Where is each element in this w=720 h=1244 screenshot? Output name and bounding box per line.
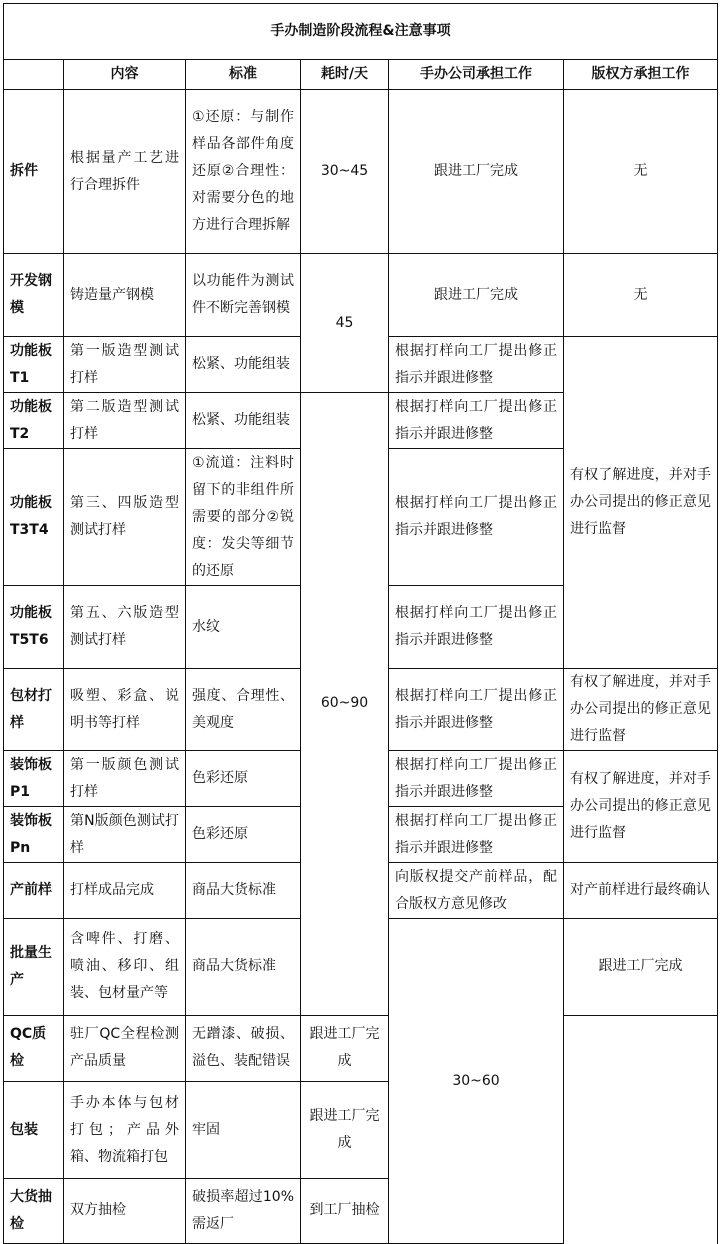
header-stage: [4, 60, 64, 90]
standard-cell: 松紧、功能组装: [186, 393, 301, 449]
table-row: [4, 1015, 718, 1081]
content-cell: 根据量产工艺进行合理拆件: [64, 90, 186, 254]
stage-cell: 批量生产: [4, 919, 64, 1016]
header-licensor-work: 版权方承担工作: [564, 60, 718, 90]
content-cell: 驻厂QC全程检测产品质量: [64, 1015, 186, 1081]
days-cell: 60~90: [301, 393, 389, 1016]
days-cell: 30~45: [301, 90, 389, 254]
company-work-cell: 跟进工厂完成: [389, 90, 564, 254]
header-content: 内容: [64, 60, 186, 90]
stage-cell: 拆件: [4, 90, 64, 254]
stage-cell: 大货抽检: [4, 1178, 64, 1243]
table-row: [4, 1178, 718, 1243]
stage-cell: 包装: [4, 1082, 64, 1179]
stage-cell: 功能板T5T6: [4, 586, 64, 669]
company-work-cell: 向版权提交产前样品，配合版权方意见修改: [389, 863, 564, 919]
stage-cell: 产前样: [4, 863, 64, 919]
content-cell: 双方抽检: [64, 1178, 186, 1243]
licensor-work-cell: 对产前样进行最终确认: [564, 863, 718, 919]
stage-cell: QC质检: [4, 1015, 64, 1081]
content-cell: 第N版颜色测试打样: [64, 807, 186, 863]
standard-cell: 牢固: [186, 1082, 301, 1179]
table-row: [4, 1082, 718, 1179]
standard-cell: ①流道：注料时留下的非组件所需要的部分②锐度：发尖等细节的还原: [186, 449, 301, 586]
stage-cell: 功能板T1: [4, 337, 64, 393]
header-standard: 标准: [186, 60, 301, 90]
header-company-work: 手办公司承担工作: [389, 60, 564, 90]
content-cell: 吸塑、彩盒、说明书等打样: [64, 669, 186, 751]
table-title: 手办制造阶段流程&注意事项: [4, 4, 718, 60]
standard-cell: 破损率超过10%需返厂: [186, 1178, 301, 1243]
stage-cell: 包材打样: [4, 669, 64, 751]
content-cell: 铸造量产钢模: [64, 254, 186, 337]
standard-cell: ①还原：与制作样品各部件角度还原②合理性：对需要分色的地方进行合理拆解: [186, 90, 301, 254]
standard-cell: 强度、合理性、美观度: [186, 669, 301, 751]
licensor-work-cell: 有权了解进度，并对手办公司提出的修正意见进行监督: [564, 751, 718, 863]
stage-cell: 装饰板Pn: [4, 807, 64, 863]
header-days: 耗时/天: [301, 60, 389, 90]
company-work-cell: 跟进工厂完成: [389, 254, 564, 337]
stage-cell: 装饰板P1: [4, 751, 64, 807]
table-row: [4, 254, 718, 337]
content-cell: 第三、四版造型测试打样: [64, 449, 186, 586]
standard-cell: 商品大货标准: [186, 863, 301, 919]
company-work-cell: 根据打样向工厂提出修正指示并跟进修整: [389, 751, 564, 807]
company-work-cell: 到工厂抽检: [301, 1178, 389, 1243]
company-work-cell: 跟进工厂完成: [301, 1082, 389, 1179]
company-work-cell: 根据打样向工厂提出修正指示并跟进修整: [389, 807, 564, 863]
company-work-cell: 根据打样向工厂提出修正指示并跟进修整: [389, 449, 564, 586]
company-work-cell: 根据打样向工厂提出修正指示并跟进修整: [389, 586, 564, 669]
company-work-cell: 根据打样向工厂提出修正指示并跟进修整: [389, 669, 564, 751]
standard-cell: 色彩还原: [186, 807, 301, 863]
licensor-work-cell: 无: [564, 90, 718, 254]
company-work-cell: 根据打样向工厂提出修正指示并跟进修整: [389, 393, 564, 449]
company-work-cell: 跟进工厂完成: [564, 919, 718, 1016]
company-work-cell: 根据打样向工厂提出修正指示并跟进修整: [389, 337, 564, 393]
process-table: [3, 3, 718, 1244]
days-cell: 30~60: [389, 919, 564, 1244]
content-cell: 含啤件、打磨、喷油、移印、组装、包材量产等: [64, 919, 186, 1016]
header-row: [4, 60, 718, 90]
content-cell: 第二版造型测试打样: [64, 393, 186, 449]
content-cell: 第五、六版造型测试打样: [64, 586, 186, 669]
licensor-work-cell: 无: [564, 254, 718, 337]
standard-cell: 水纹: [186, 586, 301, 669]
content-cell: 第一版造型测试打样: [64, 337, 186, 393]
content-cell: 打样成品完成: [64, 863, 186, 919]
stage-cell: 功能板T3T4: [4, 449, 64, 586]
content-cell: 第一版颜色测试打样: [64, 751, 186, 807]
days-cell: 45: [301, 254, 389, 393]
standard-cell: 以功能件为测试件不断完善钢模: [186, 254, 301, 337]
stage-cell: 开发钢模: [4, 254, 64, 337]
licensor-work-cell: 有权了解进度，并对手办公司提出的修正意见进行监督: [564, 669, 718, 751]
standard-cell: 商品大货标准: [186, 919, 301, 1016]
stage-cell: 功能板T2: [4, 393, 64, 449]
licensor-work-cell: 有权了解进度，并对手办公司提出的修正意见进行监督: [564, 337, 718, 669]
standard-cell: 松紧、功能组装: [186, 337, 301, 393]
standard-cell: 色彩还原: [186, 751, 301, 807]
company-work-cell: 跟进工厂完成: [301, 1015, 389, 1081]
standard-cell: 无蹭漆、破损、溢色、装配错误: [186, 1015, 301, 1081]
content-cell: 手办本体与包材打包；产品外箱、物流箱打包: [64, 1082, 186, 1179]
table-row: [4, 90, 718, 254]
